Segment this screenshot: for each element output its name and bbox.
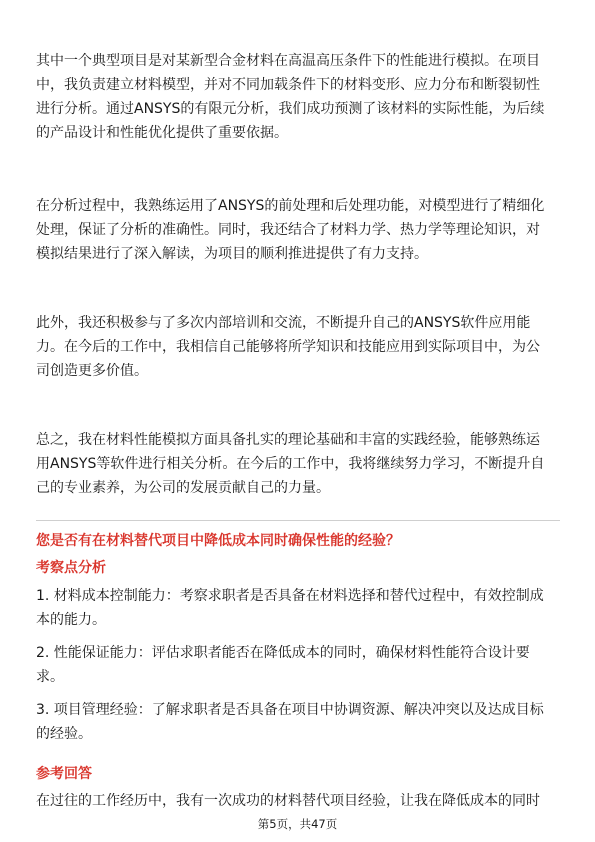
text-line: 司创造更多价值。 — [36, 363, 148, 379]
text-line: 在过往的工作经历中，我有一次成功的材料替代项目经验，让我在降低成本的同时 — [36, 793, 540, 809]
text-line: 模拟结果进行了深入解读，为项目的顺利推进提供了有力支持。 — [36, 246, 428, 262]
text-line: 本的能力。 — [36, 612, 106, 628]
analysis-title: 考察点分析 — [36, 560, 106, 576]
text-line: 力。在今后的工作中，我相信自己能够将所学知识和技能应用到实际项目中，为公 — [36, 339, 540, 355]
body-paragraph — [36, 428, 560, 500]
text-line: 2. 性能保证能力：评估求职者能否在降低成本的同时，确保材料性能符合设计要 — [36, 645, 530, 661]
text-line: 1. 材料成本控制能力：考察求职者是否具备在材料选择和替代过程中，有效控制成 — [36, 588, 544, 604]
text-line: 己的专业素养，为公司的发展贡献自己的力量。 — [36, 480, 330, 496]
text-line: 在分析过程中，我熟练运用了ANSYS的前处理和后处理功能，对模型进行了精细化 — [36, 198, 545, 214]
section-divider — [36, 520, 560, 521]
question-heading: 您是否有在材料替代项目中降低成本同时确保性能的经验？ — [36, 533, 400, 549]
answer-title: 参考回答 — [36, 766, 92, 782]
text-line: 求。 — [36, 669, 64, 685]
text-line: 3. 项目管理经验：了解求职者是否具备在项目中协调资源、解决冲突以及达成目标 — [36, 702, 544, 718]
analysis-item — [36, 584, 560, 632]
text-line: 的经验。 — [36, 726, 92, 742]
text-line: 的产品设计和性能优化提供了重要依据。 — [36, 125, 288, 141]
text-line: 此外，我还积极参与了多次内部培训和交流，不断提升自己的ANSYS软件应用能 — [36, 315, 531, 331]
page-number-footer: 第5页，共47页 — [257, 817, 338, 831]
analysis-item — [36, 641, 560, 689]
body-paragraph — [36, 49, 560, 145]
text-line: 其中一个典型项目是对某新型合金材料在高温高压条件下的性能进行模拟。在项目 — [36, 53, 540, 69]
analysis-item — [36, 698, 560, 746]
text-line: 总之，我在材料性能模拟方面具备扎实的理论基础和丰富的实践经验，能够熟练运 — [36, 432, 540, 448]
body-paragraph — [36, 194, 560, 266]
text-line: 用ANSYS等软件进行相关分析。在今后的工作中，我将继续努力学习，不断提升自 — [36, 456, 545, 472]
body-paragraph — [36, 311, 560, 383]
text-line: 中，我负责建立材料模型，并对不同加载条件下的材料变形、应力分布和断裂韧性 — [36, 77, 540, 93]
text-line: 处理，保证了分析的准确性。同时，我还结合了材料力学、热力学等理论知识，对 — [36, 222, 540, 238]
answer-paragraph — [36, 789, 560, 813]
text-line: 进行分析。通过ANSYS的有限元分析，我们成功预测了该材料的实际性能，为后续 — [36, 101, 545, 117]
